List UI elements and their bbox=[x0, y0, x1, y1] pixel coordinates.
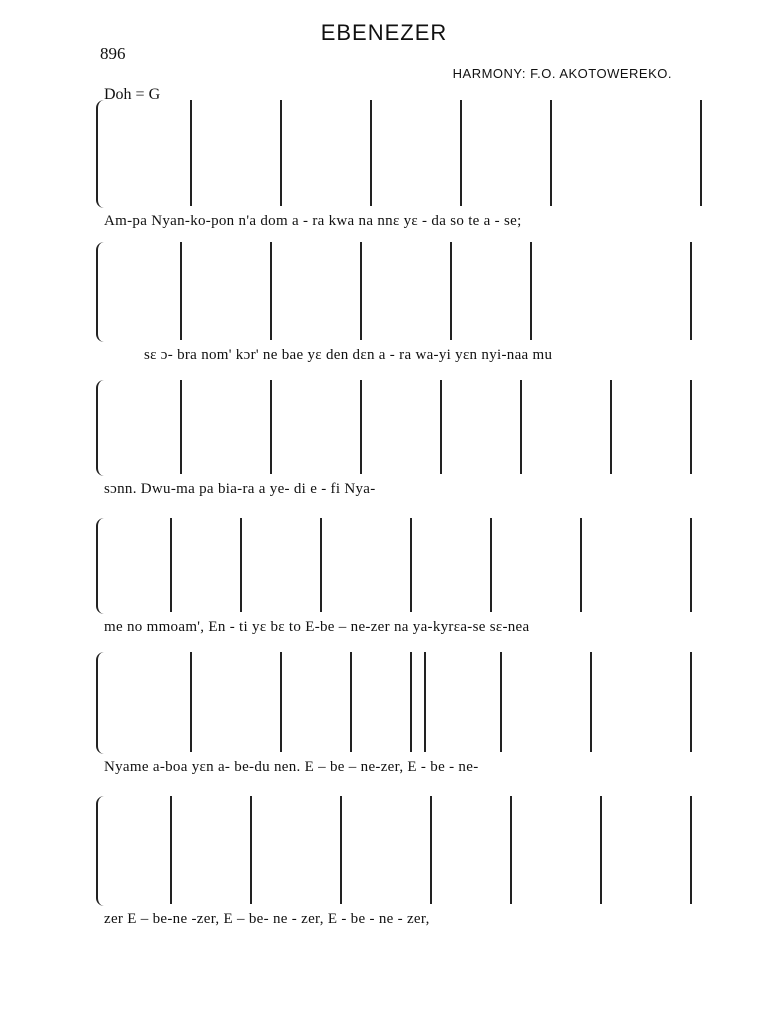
staff-area bbox=[110, 652, 686, 752]
music-system-5 bbox=[96, 652, 686, 776]
system-brace bbox=[96, 652, 108, 754]
music-system-4 bbox=[96, 518, 686, 636]
system-brace bbox=[96, 796, 108, 906]
system-brace bbox=[96, 100, 108, 208]
system-brace bbox=[96, 242, 108, 342]
music-system-2 bbox=[96, 242, 686, 364]
page-number: 896 bbox=[100, 44, 126, 63]
page-title: EBENEZER bbox=[320, 20, 448, 45]
staff-area bbox=[110, 380, 686, 474]
staff-area bbox=[110, 518, 686, 612]
lyrics-line: sɔnn. Dwu-ma pa bia-ra a ye- di e - fi Nya- bbox=[104, 481, 376, 497]
lyrics-line: zer E – be-ne -zer, E – be- ne - zer, E - be - ne - zer, bbox=[104, 911, 430, 927]
harmony-credit: HARMONY: F.O. AKOTOWEREKO. bbox=[452, 66, 672, 81]
staff-area bbox=[110, 242, 686, 340]
staff-area bbox=[110, 796, 686, 904]
system-brace bbox=[96, 380, 108, 476]
lyrics-line: me no mmoam', En - ti yɛ bɛ to E-be – ne-zer na ya-kyrɛa-se sɛ-nea bbox=[104, 619, 530, 635]
music-system-3 bbox=[96, 380, 686, 498]
lyrics-line: Nyame a-boa yɛn a- be-du nen. E – be – ne-zer, E - be - ne- bbox=[104, 759, 479, 775]
lyrics-line: sɛ ɔ- bra nom' kɔr' ne bae yɛ den dɛn a - ra wa-yi yɛn nyi-naa mu bbox=[144, 347, 553, 363]
key-signature: Doh = G bbox=[104, 86, 161, 103]
music-system-1 bbox=[96, 100, 686, 230]
lyrics-line: Am-pa Nyan-ko-pon n'a dom a - ra kwa na nnɛ yɛ - da so te a - se; bbox=[104, 213, 522, 229]
staff-area bbox=[110, 100, 686, 206]
music-system-6 bbox=[96, 796, 686, 928]
system-brace bbox=[96, 518, 108, 614]
